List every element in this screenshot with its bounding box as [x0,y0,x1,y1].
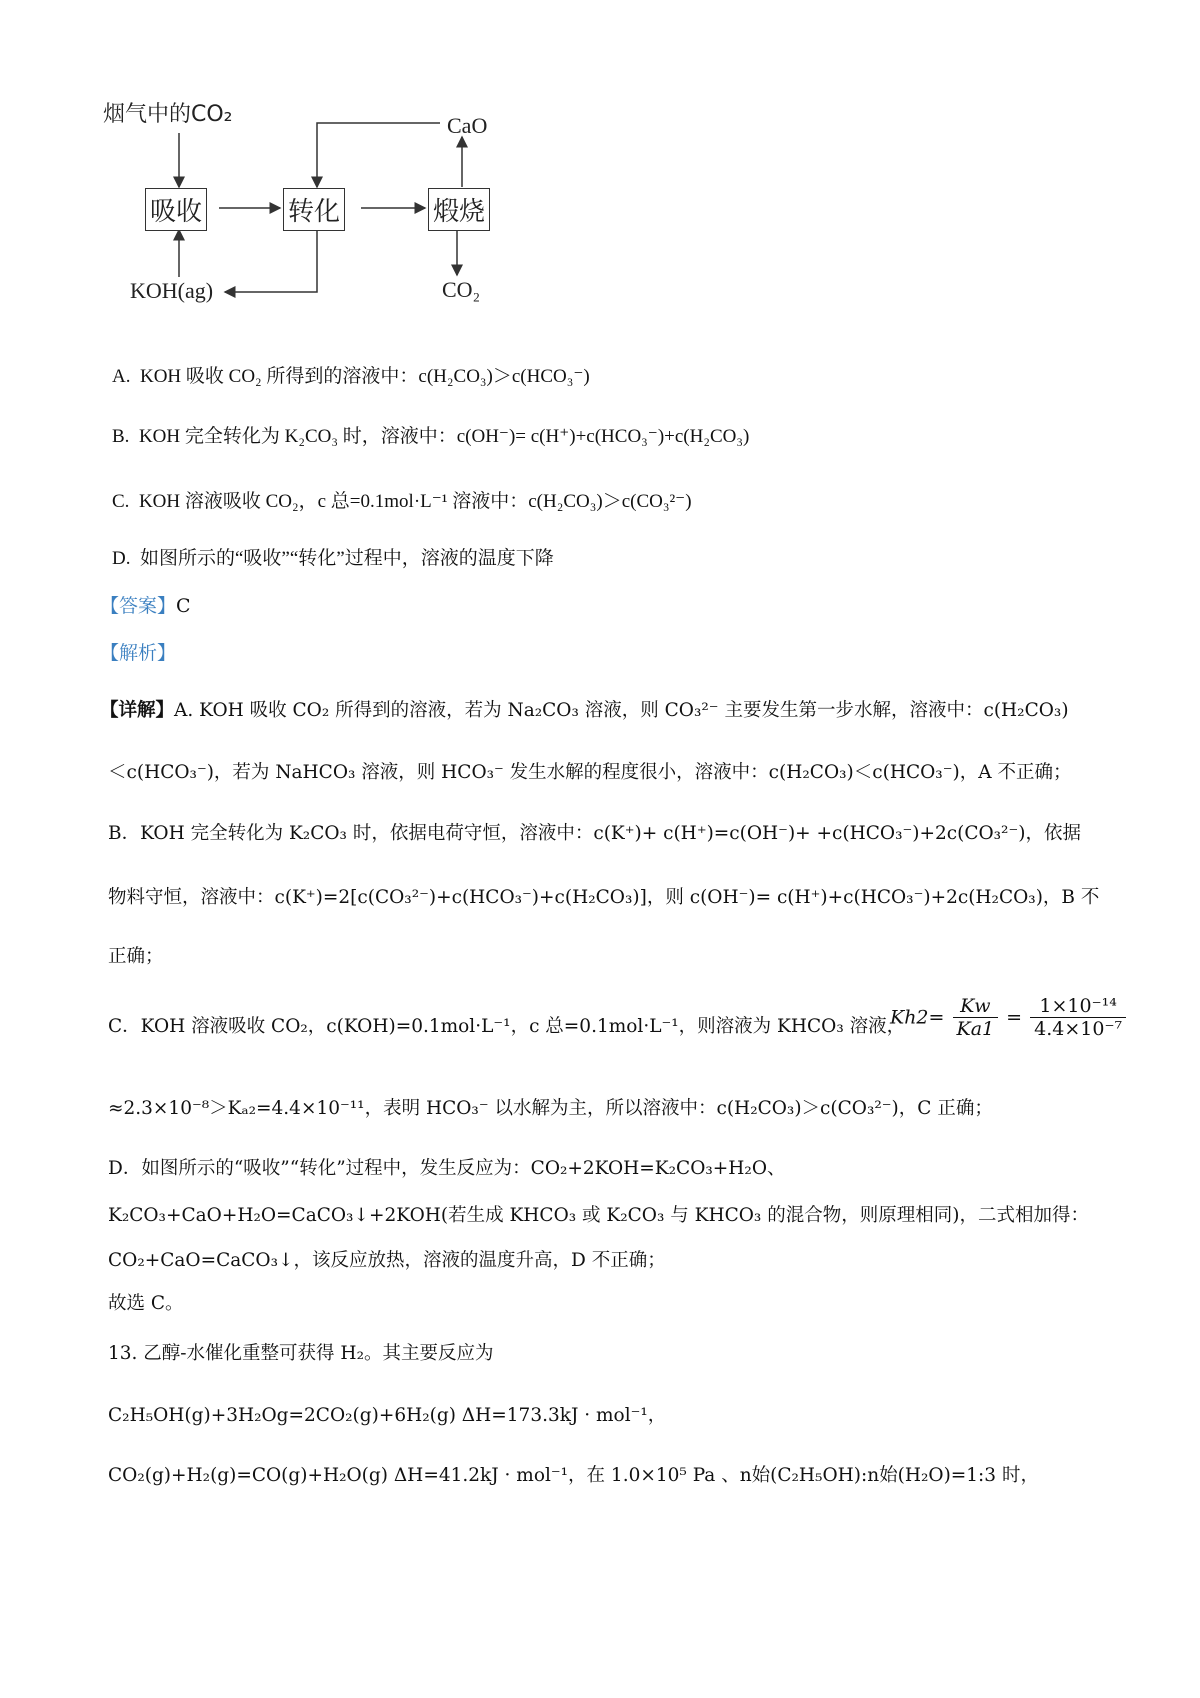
answer-value: C [176,595,191,617]
kh2-lhs: Kh2= [890,1006,945,1029]
detail-text-6: C．KOH 溶液吸收 CO₂，c(KOH)=0.1mol·L⁻¹，c 总=0.1mol·L⁻¹，则溶液为 KHCO₃ 溶液， [108,1016,906,1037]
detail-line-7: ≈2.3×10⁻⁸＞Kₐ₂=4.4×10⁻¹¹，表明 HCO₃⁻ 以水解为主，所以溶液中：c(H₂CO₃)＞c(CO₃²⁻)，C 正确； [108,1098,993,1119]
node-calcine: 煅烧 [428,188,490,231]
fraction-kw-ka1 [953,995,999,1040]
option-b [112,426,749,449]
option-a-text: KOH 吸收 CO₂ 所得到的溶液中： [139,366,419,387]
fraction-numerator-2: 1×10⁻¹⁴ [1030,995,1126,1018]
option-d-label: D. [112,548,131,569]
detail-tag: 【详解】 [100,700,175,721]
option-c-label: C. [112,491,130,512]
detail-line-8: D．如图所示的“吸收”“转化”过程中，发生反应为：CO₂+2KOH=K₂CO₃+H₂O、 [108,1158,786,1179]
kh2-fraction [890,995,1128,1040]
equals-sign: = [1006,1006,1023,1029]
detail-text-1: A. KOH 吸收 CO₂ 所得到的溶液，若为 Na₂CO₃ 溶液，则 CO₃²⁻ 主要发生第一步水解，溶液中：c(H₂CO₃) [174,700,1069,721]
detail-line-1 [100,700,1069,722]
option-a-label: A. [112,366,131,387]
fraction-values [1030,995,1126,1040]
option-a-formula: c(H₂CO₃)＞c(HCO₃⁻) [418,366,590,387]
fraction-denominator-2: 4.4×10⁻⁷ [1034,1018,1123,1040]
detail-line-10: CO₂+CaO=CaCO₃↓，该反应放热，溶液的温度升高，D 不正确； [108,1250,666,1271]
question-13-title: 13. 乙醇-水催化重整可获得 H₂。其主要反应为 [108,1343,494,1364]
question-13-eq1: C₂H₅OH(g)+3H₂Og=2CO₂(g)+6H₂(g) ΔH=173.3kJ · mol⁻¹， [108,1405,667,1426]
option-b-text: KOH 完全转化为 K₂CO₃ 时，溶液中： [138,426,457,447]
option-d [112,548,554,571]
option-a [112,366,590,389]
arrow-convert-to-koh [225,230,317,292]
analysis-line [100,642,176,665]
detail-line-5: 正确； [108,946,164,967]
detail-line-4: 物料守恒，溶液中：c(K⁺)=2[c(CO₃²⁻)+c(HCO₃⁻)+c(H₂CO₃)]，则 c(OH⁻)= c(H⁺)+c(HCO₃⁻)+2c(H₂CO₃)，B 不 [108,887,1100,908]
detail-line-9: K₂CO₃+CaO+H₂O=CaCO₃↓+2KOH(若生成 KHCO₃ 或 K₂CO₃ 与 KHCO₃ 的混合物，则原理相同)，二式相加得： [108,1205,1089,1226]
node-convert: 转化 [283,188,345,231]
option-c-text: KOH 溶液吸收 CO₂， [138,491,318,512]
option-b-label: B. [112,426,130,447]
koh-label: KOH(ag) [130,278,214,303]
detail-line-2: ＜c(HCO₃⁻)，若为 NaHCO₃ 溶液，则 HCO₃⁻ 发生水解的程度很小，溶液中：c(H₂CO₃)＜c(HCO₃⁻)，A 不正确； [108,762,1072,783]
answer-tag: 【答案】 [100,595,177,617]
cao-label: CaO [447,113,488,138]
option-c-mid: c 总=0.1mol·L⁻¹ 溶液中： [317,491,529,512]
co2-out-label: CO₂ [442,277,481,302]
detail-line-6 [108,1016,905,1038]
option-d-text: 如图所示的“吸收”“转化”过程中，溶液的温度下降 [139,548,554,569]
detail-line-11: 故选 C。 [108,1293,184,1314]
fraction-denominator-1: Ka1 [956,1018,995,1040]
option-b-formula: c(OH⁻)= c(H⁺)+c(HCO₃⁻)+c(H₂CO₃) [456,426,750,447]
option-c [112,491,692,514]
node-absorb: 吸收 [145,188,207,231]
source-label: 烟气中的CO₂ [103,102,233,127]
fraction-numerator-1: Kw [953,995,999,1018]
answer-line [100,595,191,618]
question-13-eq2: CO₂(g)+H₂(g)=CO(g)+H₂O(g) ΔH=41.2kJ · mol⁻¹，在 1.0×10⁵ Pa 、n始(C₂H₅OH):n始(H₂O)=1:3 时， [108,1465,1039,1486]
process-flow-diagram [95,95,555,335]
option-c-formula: c(H₂CO₃)＞c(CO₃²⁻) [528,491,692,512]
arrow-cao-to-convert [317,123,440,187]
analysis-tag: 【解析】 [100,642,177,664]
detail-line-3: B．KOH 完全转化为 K₂CO₃ 时，依据电荷守恒，溶液中：c(K⁺)+ c(H⁺)=c(OH⁻)+ +c(HCO₃⁻)+2c(CO₃²⁻)，依据 [108,823,1081,844]
